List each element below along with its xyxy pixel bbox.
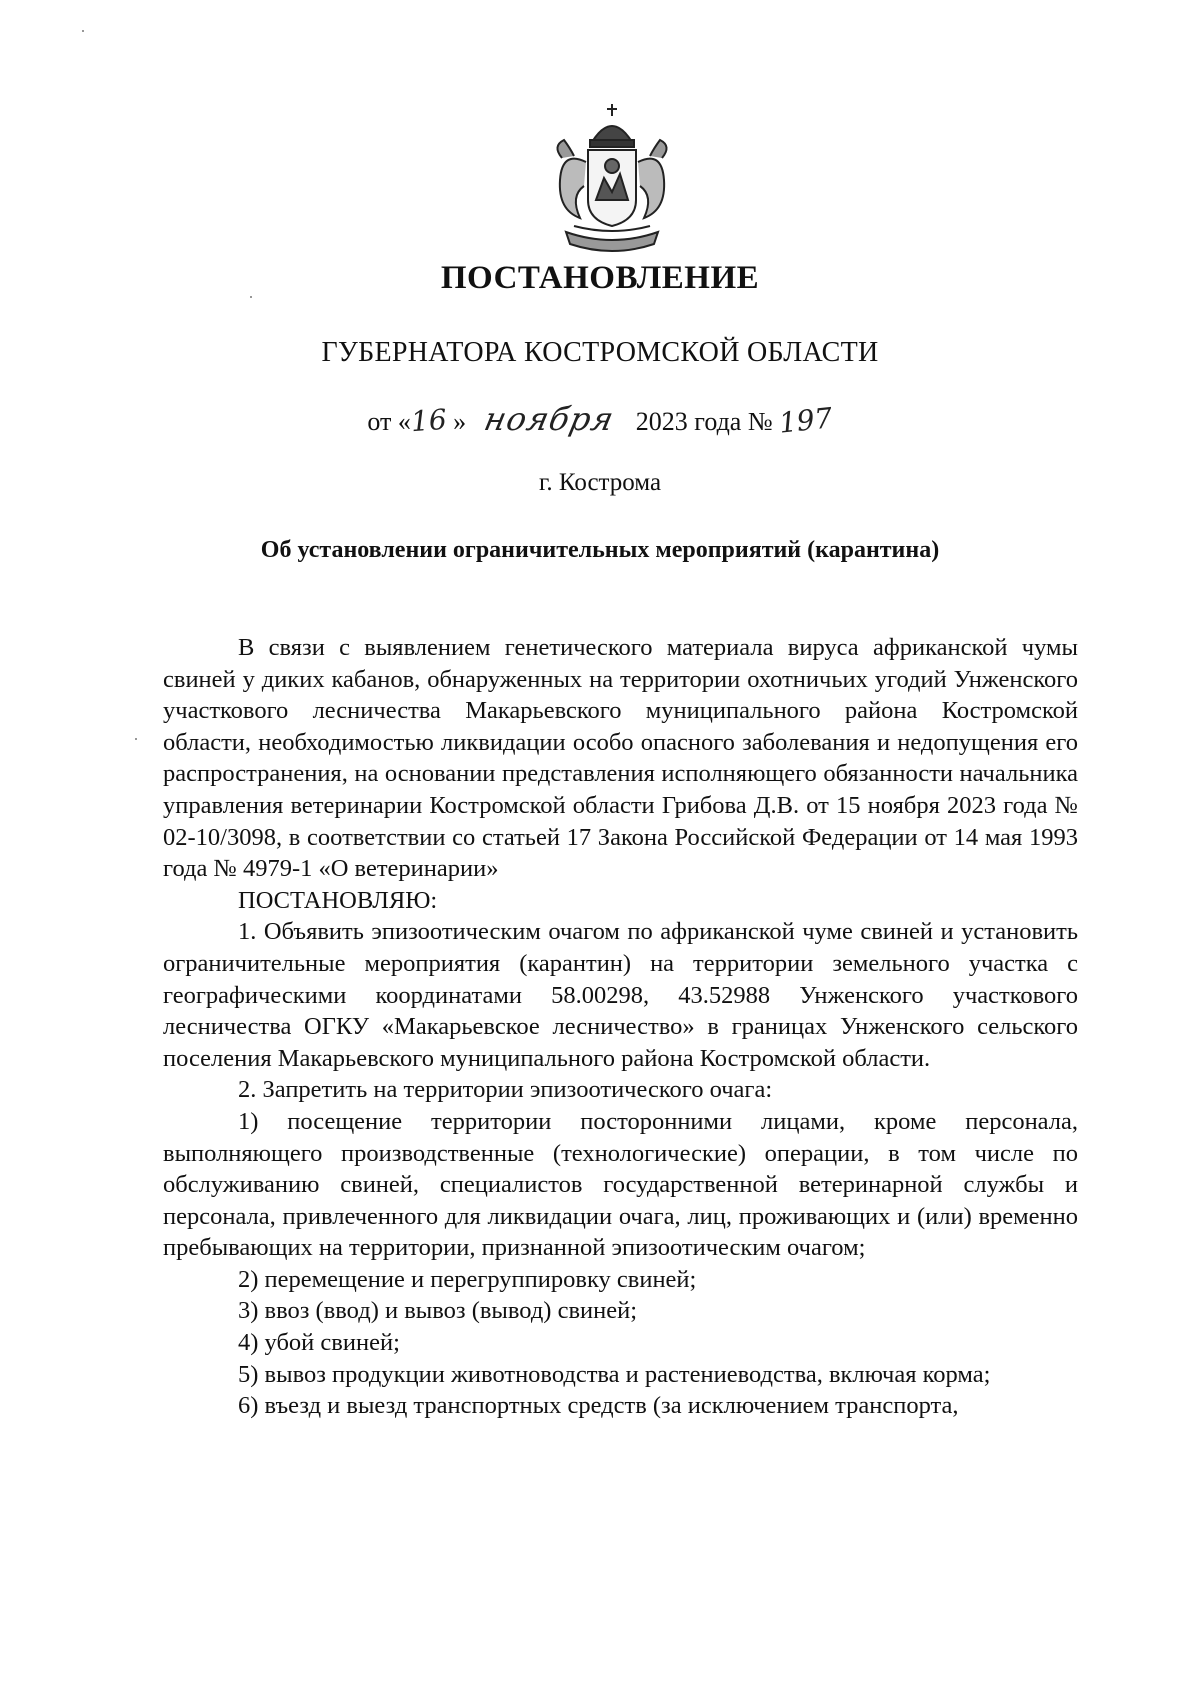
preamble-paragraph: В связи с выявлением генетического материала вируса африканской чумы свиней у диких кабанов, обнаруженных на территории охотничьих угодий Унженского участкового лесничества Макарьевского муниципального района Костромской области, необходимостью ликвидации особо опасного заболевания и недопущения его распространения, на основании представления исполняющего обязанности начальника управления ветеринарии Костромской области Грибова Д.В. от 15 ноября 2023 года № 02-10/3098, в соответствии со статьей 17 Закона Российской Федерации от 14 мая 1993 года № 4979-1 «О ветеринарии» <box>163 634 1078 883</box>
clause-1: 1. Объявить эпизоотическим очагом по африканской чуме свиней и установить ограничительные мероприятия (карантин) на территории земельного участка с географическими координатами 58.00298, 43.52988 Унженского участкового лесничества ОГКУ «Макарьевское лесничество» в границах Унженского сельского поселения Макарьевского муниципального района Костромской области. <box>163 918 1078 1072</box>
decree-word: ПОСТАНОВЛЯЮ: <box>238 886 438 914</box>
date-prefix: от « <box>367 407 411 436</box>
document-heading: Об установлении ограничительных мероприятий (карантина) <box>260 537 940 563</box>
issuer-subtitle: ГУБЕРНАТОРА КОСТРОМСКОЙ ОБЛАСТИ <box>321 337 879 368</box>
coat-of-arms-icon <box>540 100 684 260</box>
handwritten-day: 16 <box>409 402 448 439</box>
date-mid: » <box>446 407 467 436</box>
date-line <box>0 400 1200 440</box>
date-year-text: 2023 года № <box>635 407 773 436</box>
subclause-3: 3) ввоз (ввод) и вывоз (вывод) свиней; <box>238 1297 638 1325</box>
scan-speck <box>250 296 252 298</box>
handwritten-doc-number: 197 <box>777 401 835 440</box>
city-line: г. Кострома <box>538 469 662 496</box>
subclause-1: 1) посещение территории посторонними лицами, кроме персонала, выполняющего производственные (технологические) операции, в том числе по обслуживанию свиней, специалистов государственной ветеринарной службы и персонала, привлеченного для ликвидации очага, лиц, проживающих и (или) временно пребывающих на территории, признанной эпизоотическим очагом; <box>163 1107 1078 1262</box>
handwritten-month: ноября <box>481 400 618 438</box>
subclause-6: 6) въезд и выезд транспортных средств (за исключением транспорта, <box>238 1392 959 1420</box>
document-type-title: ПОСТАНОВЛЕНИЕ <box>440 260 760 296</box>
subclause-4: 4) убой свиней; <box>238 1329 400 1357</box>
clause-2: 2. Запретить на территории эпизоотического очага: <box>238 1076 773 1104</box>
scan-speck <box>82 30 84 32</box>
scan-speck <box>135 738 137 740</box>
subclause-2: 2) перемещение и перегруппировку свиней; <box>238 1265 697 1293</box>
subclause-5: 5) вывоз продукции животноводства и растениеводства, включая корма; <box>238 1360 991 1388</box>
document-body <box>163 632 1078 1422</box>
